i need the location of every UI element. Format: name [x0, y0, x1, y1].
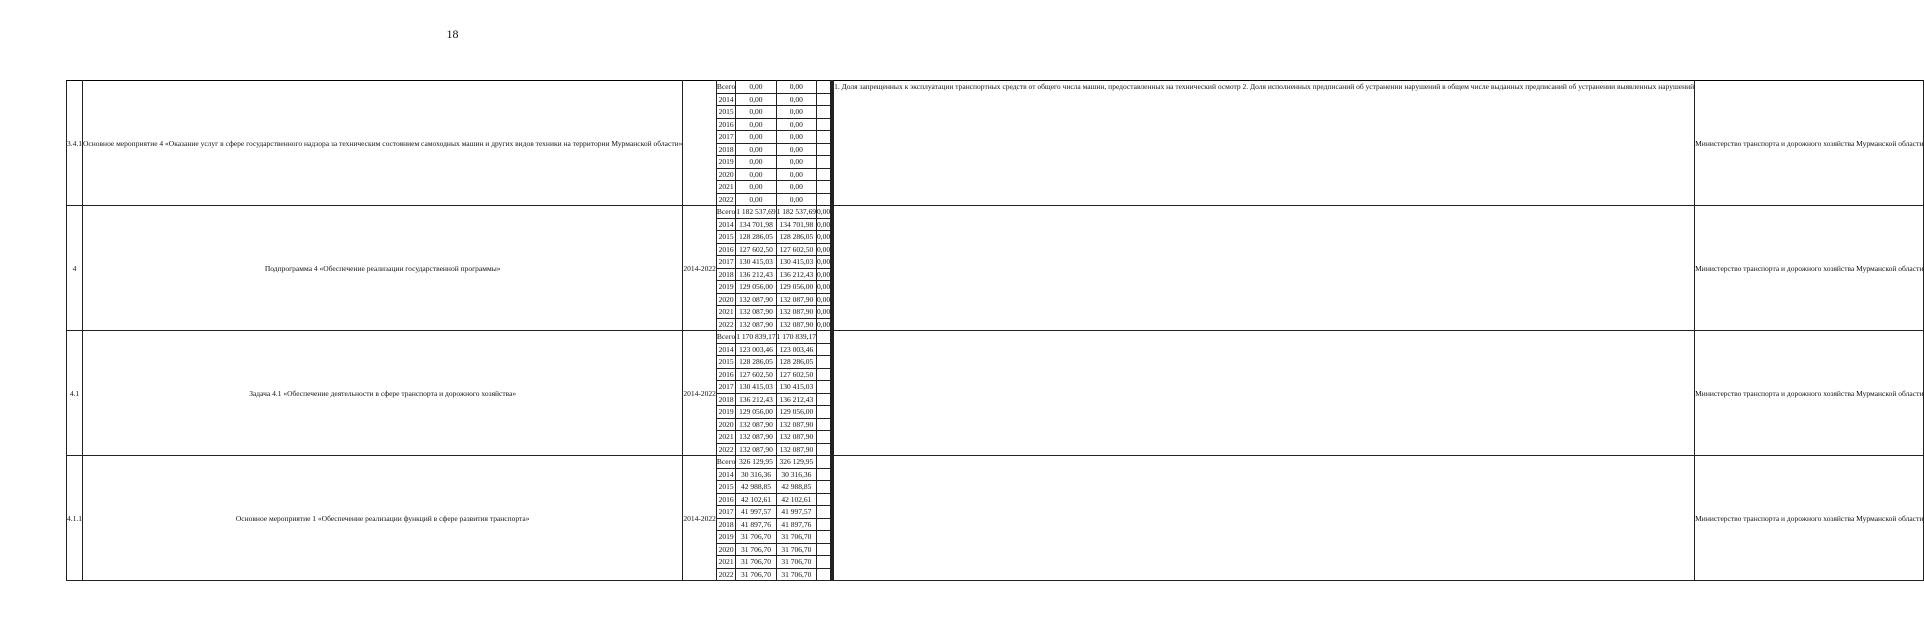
- empty-cell: [833, 218, 834, 231]
- federal-budget-cell: [817, 356, 831, 369]
- item-code: 4.1: [67, 331, 83, 456]
- empty-cell: [833, 493, 834, 506]
- item-code: 4: [67, 206, 83, 331]
- indicators-cell: 1. Доля запрещенных к эксплуатации транспортных средств от общего числа машин, предоставленных на технический осмотр 2. Доля исполненных предписаний об устранении нарушений в общем числе выданных предписаний об устранении выявленных нарушений: [834, 81, 1695, 206]
- regional-budget-cell: 123 003,46: [776, 343, 816, 356]
- regional-budget-cell: 132 087,90: [776, 318, 816, 331]
- regional-budget-cell: 31 706,70: [776, 556, 816, 569]
- regional-budget-cell: 132 087,90: [776, 418, 816, 431]
- item-name: Подпрограмма 4 «Обеспечение реализации государственной программы»: [83, 206, 683, 331]
- federal-budget-cell: [817, 381, 831, 394]
- federal-budget-cell: [817, 568, 831, 581]
- table-row: [67, 331, 1924, 344]
- empty-cell: [833, 468, 834, 481]
- table-row: [67, 206, 1924, 219]
- year-cell: 2017: [716, 256, 735, 269]
- regional-budget-cell: 130 415,03: [776, 256, 816, 269]
- federal-budget-cell: [817, 81, 831, 94]
- regional-budget-cell: 1 170 839,17: [776, 332, 817, 342]
- empty-cell: [833, 306, 834, 319]
- empty-cell: [833, 568, 834, 581]
- indicators-cell: [834, 331, 1695, 456]
- regional-budget-cell: 132 087,90: [776, 306, 816, 319]
- total-value-cell: 136 212,43: [736, 268, 776, 281]
- federal-budget-cell: [817, 556, 831, 569]
- federal-budget-cell: [817, 443, 831, 456]
- regional-budget-cell: 0,00: [776, 168, 816, 181]
- empty-cell: [833, 518, 834, 531]
- year-cell: 2020: [716, 543, 735, 556]
- empty-cell: [833, 256, 834, 269]
- item-period: 2014-2022: [683, 331, 717, 456]
- year-cell: 2018: [716, 143, 735, 156]
- year-cell: 2015: [716, 106, 735, 119]
- empty-cell: [833, 406, 834, 419]
- regional-budget-cell: 31 706,70: [776, 568, 816, 581]
- regional-budget-cell: 42 988,85: [776, 481, 816, 494]
- total-value-cell: 129 056,00: [736, 281, 776, 294]
- total-value-cell: 130 415,03: [736, 381, 776, 394]
- total-value-cell: 129 056,00: [736, 406, 776, 419]
- empty-cell: [833, 143, 834, 156]
- federal-budget-cell: [817, 518, 831, 531]
- item-code: 4.1.1: [67, 456, 83, 581]
- year-cell: 2018: [716, 393, 735, 406]
- total-value-cell: 31 706,70: [736, 531, 776, 544]
- total-value-cell: 0,00: [736, 181, 776, 194]
- year-cell: 2016: [716, 118, 735, 131]
- federal-budget-cell: [817, 493, 831, 506]
- total-value-cell: 0,00: [736, 168, 776, 181]
- federal-budget-cell: [817, 93, 831, 106]
- total-value-cell: 326 129,95: [736, 456, 776, 469]
- total-value-cell: 0,00: [736, 81, 776, 94]
- regional-budget-cell: 31 706,70: [776, 531, 816, 544]
- table-row: [67, 81, 1924, 94]
- federal-budget-cell: [817, 456, 831, 469]
- empty-cell: [833, 268, 834, 281]
- regional-budget-cell: 0,00: [776, 131, 816, 144]
- total-value-cell: 0,00: [736, 93, 776, 106]
- empty-cell: [833, 443, 834, 456]
- year-cell: 2015: [716, 481, 735, 494]
- year-cell: 2017: [716, 506, 735, 519]
- year-cell: 2021: [716, 556, 735, 569]
- total-value-cell: 128 286,05: [736, 231, 776, 244]
- regional-budget-cell: 42 102,61: [776, 493, 816, 506]
- total-value-cell: 130 415,03: [736, 256, 776, 269]
- empty-cell: [833, 168, 834, 181]
- regional-budget-cell: 130 415,03: [776, 381, 816, 394]
- year-cell: 2019: [716, 281, 735, 294]
- federal-budget-cell: [817, 343, 831, 356]
- year-cell: 2020: [716, 293, 735, 306]
- total-value-cell: 41 897,76: [736, 518, 776, 531]
- empty-cell: [833, 243, 834, 256]
- total-value-cell: 0,00: [736, 156, 776, 169]
- federal-budget-cell: [817, 193, 831, 206]
- federal-budget-cell: 0,00: [817, 207, 831, 217]
- empty-cell: [833, 293, 834, 306]
- total-value-cell: 134 701,98: [736, 218, 776, 231]
- page-number: 18: [446, 27, 459, 41]
- item-period: [683, 81, 717, 206]
- total-value-cell: 30 316,36: [736, 468, 776, 481]
- year-cell: 2015: [716, 356, 735, 369]
- federal-budget-cell: [817, 156, 831, 169]
- federal-budget-cell: 0,00: [817, 294, 831, 304]
- year-cell: 2022: [716, 443, 735, 456]
- empty-cell: [833, 156, 834, 169]
- year-cell: 2022: [716, 193, 735, 206]
- total-value-cell: 0,00: [736, 131, 776, 144]
- total-value-cell: 1 170 839,17: [736, 332, 776, 342]
- year-cell: 2019: [716, 531, 735, 544]
- regional-budget-cell: 1 182 537,69: [776, 207, 817, 217]
- year-cell: 2016: [716, 368, 735, 381]
- empty-cell: [833, 118, 834, 131]
- total-value-cell: 132 087,90: [736, 443, 776, 456]
- total-value-cell: 42 988,85: [736, 481, 776, 494]
- regional-budget-cell: 132 087,90: [776, 443, 816, 456]
- year-cell: 2020: [716, 418, 735, 431]
- total-value-cell: 0,00: [736, 143, 776, 156]
- year-cell: 2020: [716, 168, 735, 181]
- federal-budget-cell: [817, 131, 831, 144]
- federal-budget-cell: [817, 181, 831, 194]
- year-cell: Всего: [716, 457, 736, 467]
- responsible-cell: Министерство транспорта и дорожного хозяйства Мурманской области: [1695, 206, 1924, 331]
- regional-budget-cell: 132 087,90: [776, 431, 816, 444]
- regional-budget-cell: 0,00: [776, 181, 816, 194]
- regional-budget-cell: 0,00: [776, 81, 816, 94]
- year-cell: 2014: [716, 93, 735, 106]
- empty-cell: [833, 481, 834, 494]
- federal-budget-cell: 0,00: [817, 257, 831, 267]
- year-cell: 2014: [716, 343, 735, 356]
- federal-budget-cell: 0,00: [817, 244, 831, 254]
- federal-budget-cell: [817, 393, 831, 406]
- year-cell: 2017: [716, 131, 735, 144]
- regional-budget-cell: 0,00: [776, 118, 816, 131]
- empty-cell: [833, 318, 834, 331]
- federal-budget-cell: [817, 468, 831, 481]
- regional-budget-cell: 30 316,36: [776, 468, 816, 481]
- empty-cell: [833, 131, 834, 144]
- empty-cell: [833, 381, 834, 394]
- total-value-cell: 1 182 537,69: [736, 207, 776, 217]
- federal-budget-cell: 0,00: [817, 232, 831, 242]
- federal-budget-cell: [817, 143, 831, 156]
- item-name: Основное мероприятие 4 «Оказание услуг в сфере государственного надзора за техническим состоянием самоходных машин и других видов техники на территории Мурманской области»: [83, 81, 683, 206]
- total-value-cell: 31 706,70: [736, 568, 776, 581]
- federal-budget-cell: [817, 431, 831, 444]
- total-value-cell: 0,00: [736, 193, 776, 206]
- year-cell: 2019: [716, 406, 735, 419]
- federal-budget-cell: [817, 481, 831, 494]
- item-code: 3.4.1: [67, 81, 83, 206]
- total-value-cell: 128 286,05: [736, 356, 776, 369]
- responsible-cell: Министерство транспорта и дорожного хозяйства Мурманской области: [1695, 456, 1924, 581]
- empty-cell: [833, 231, 834, 244]
- responsible-cell: Министерство транспорта и дорожного хозяйства Мурманской области: [1695, 81, 1924, 206]
- federal-budget-cell: [817, 418, 831, 431]
- regional-budget-cell: 136 212,43: [776, 393, 816, 406]
- empty-cell: [833, 556, 834, 569]
- item-name: Задача 4.1 «Обеспечение деятельности в сфере транспорта и дорожного хозяйства»: [83, 331, 683, 456]
- total-value-cell: 132 087,90: [736, 318, 776, 331]
- total-value-cell: 127 602,50: [736, 243, 776, 256]
- year-cell: 2022: [716, 568, 735, 581]
- total-value-cell: 41 997,57: [736, 506, 776, 519]
- total-value-cell: 0,00: [736, 106, 776, 119]
- federal-budget-cell: [817, 106, 831, 119]
- year-cell: Всего: [716, 332, 736, 342]
- empty-cell: [833, 356, 834, 369]
- federal-budget-cell: 0,00: [817, 282, 831, 292]
- year-cell: 2018: [716, 268, 735, 281]
- federal-budget-cell: [817, 506, 831, 519]
- empty-cell: [833, 281, 834, 294]
- total-value-cell: 136 212,43: [736, 393, 776, 406]
- year-cell: 2018: [716, 518, 735, 531]
- regional-budget-cell: 129 056,00: [776, 406, 816, 419]
- year-cell: 2014: [716, 468, 735, 481]
- federal-budget-cell: [817, 168, 831, 181]
- regional-budget-cell: 0,00: [776, 93, 816, 106]
- indicators-cell: [834, 456, 1695, 581]
- federal-budget-cell: [817, 531, 831, 544]
- indicators-cell: [834, 206, 1695, 331]
- federal-budget-cell: [817, 543, 831, 556]
- total-value-cell: 132 087,90: [736, 293, 776, 306]
- empty-cell: [833, 543, 834, 556]
- empty-cell: [833, 418, 834, 431]
- program-funding-table: [66, 80, 1924, 581]
- federal-budget-cell: 0,00: [817, 307, 831, 317]
- regional-budget-cell: 136 212,43: [776, 268, 816, 281]
- regional-budget-cell: 41 997,57: [776, 506, 816, 519]
- item-period: 2014-2022: [683, 206, 717, 331]
- empty-cell: [833, 531, 834, 544]
- total-value-cell: 0,00: [736, 118, 776, 131]
- regional-budget-cell: 132 087,90: [776, 293, 816, 306]
- regional-budget-cell: 41 897,76: [776, 518, 816, 531]
- regional-budget-cell: 0,00: [776, 143, 816, 156]
- federal-budget-cell: 0,00: [817, 219, 831, 229]
- item-name: Основное мероприятие 1 «Обеспечение реализации функций в сфере развития транспорта»: [83, 456, 683, 581]
- year-cell: 2017: [716, 381, 735, 394]
- regional-budget-cell: 128 286,05: [776, 231, 816, 244]
- total-value-cell: 42 102,61: [736, 493, 776, 506]
- total-value-cell: 132 087,90: [736, 306, 776, 319]
- regional-budget-cell: 127 602,50: [776, 368, 816, 381]
- total-value-cell: 132 087,90: [736, 431, 776, 444]
- item-period: 2014-2022: [683, 456, 717, 581]
- federal-budget-cell: 0,00: [817, 319, 831, 329]
- regional-budget-cell: 134 701,98: [776, 218, 816, 231]
- federal-budget-cell: [817, 368, 831, 381]
- year-cell: Всего: [716, 82, 736, 92]
- empty-cell: [833, 393, 834, 406]
- federal-budget-cell: [817, 406, 831, 419]
- year-cell: 2019: [716, 156, 735, 169]
- empty-cell: [833, 431, 834, 444]
- year-cell: 2022: [716, 318, 735, 331]
- year-cell: 2016: [716, 243, 735, 256]
- regional-budget-cell: 127 602,50: [776, 243, 816, 256]
- regional-budget-cell: 0,00: [776, 193, 816, 206]
- year-cell: 2021: [716, 306, 735, 319]
- regional-budget-cell: 129 056,00: [776, 281, 816, 294]
- empty-cell: [833, 106, 834, 119]
- year-cell: 2016: [716, 493, 735, 506]
- empty-cell: [833, 93, 834, 106]
- federal-budget-cell: [817, 331, 831, 344]
- empty-cell: [833, 193, 834, 206]
- federal-budget-cell: [817, 118, 831, 131]
- total-value-cell: 123 003,46: [736, 343, 776, 356]
- regional-budget-cell: 31 706,70: [776, 543, 816, 556]
- regional-budget-cell: 0,00: [776, 106, 816, 119]
- year-cell: 2021: [716, 181, 735, 194]
- responsible-cell: Министерство транспорта и дорожного хозяйства Мурманской области: [1695, 331, 1924, 456]
- empty-cell: [833, 368, 834, 381]
- regional-budget-cell: 0,00: [776, 156, 816, 169]
- year-cell: 2015: [716, 231, 735, 244]
- empty-cell: [833, 181, 834, 194]
- federal-budget-cell: 0,00: [817, 269, 831, 279]
- year-cell: 2014: [716, 218, 735, 231]
- empty-cell: [833, 343, 834, 356]
- total-value-cell: 31 706,70: [736, 543, 776, 556]
- empty-cell: [833, 506, 834, 519]
- year-cell: 2021: [716, 431, 735, 444]
- total-value-cell: 31 706,70: [736, 556, 776, 569]
- total-value-cell: 132 087,90: [736, 418, 776, 431]
- year-cell: Всего: [716, 207, 736, 217]
- total-value-cell: 127 602,50: [736, 368, 776, 381]
- regional-budget-cell: 326 129,95: [776, 456, 816, 469]
- regional-budget-cell: 128 286,05: [776, 356, 816, 369]
- table-row: [67, 456, 1924, 469]
